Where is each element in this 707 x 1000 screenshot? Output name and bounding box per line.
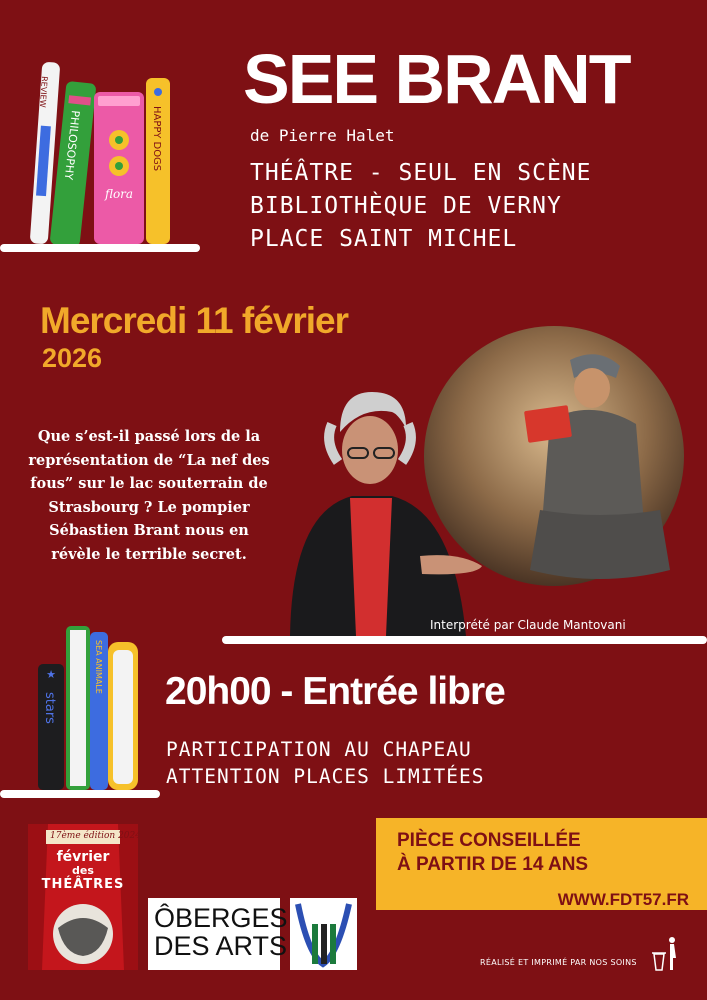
event-date: Mercredi 11 février	[40, 300, 349, 341]
printed-by-note: RÉALISÉ ET IMPRIMÉ PAR NOS SOINS	[480, 958, 637, 967]
info-line-genre: THÉÂTRE - SEUL EN SCÈNE	[250, 160, 592, 186]
svg-text:stars: stars	[42, 692, 57, 724]
shelf-middle	[222, 636, 707, 644]
oberges-line-2: DES ARTS	[154, 931, 288, 961]
author-line: de Pierre Halet	[250, 126, 395, 145]
book-plain-green	[66, 626, 90, 790]
book-stack-top-illustration	[22, 56, 202, 256]
shelf-bottom	[0, 790, 160, 798]
oberges-line-1: ÔBERGES	[154, 903, 288, 933]
red-book	[524, 405, 572, 443]
website-link[interactable]: WWW.FDT57.FR	[557, 890, 689, 909]
svg-text:flora: flora	[104, 187, 134, 201]
book-stack-bottom-illustration	[36, 620, 146, 792]
fdt-edition: 17ème édition	[50, 831, 116, 841]
book-happy-dogs	[146, 78, 170, 244]
svg-text:HAPPY DOGS: HAPPY DOGS	[151, 106, 162, 172]
age-recommendation-box	[376, 818, 707, 910]
fdt-name-1: février	[56, 849, 110, 865]
fdt-name-2: des	[72, 864, 94, 877]
fevrier-des-theatres-logo	[28, 824, 141, 970]
info-line-address: PLACE SAINT MICHEL	[250, 226, 518, 252]
synopsis-text: Que s’est-il passé lors de la représentation de “La nef des fous” sur le lac souterrain de Strasbourg ? Le pompier Sébastien Brant nous en révèle le terrible secret.	[28, 428, 270, 563]
notice-participation: PARTICIPATION AU CHAPEAU	[166, 738, 472, 761]
book-stars	[38, 664, 64, 790]
svg-text:PHILOSOPHY: PHILOSOPHY	[61, 109, 82, 181]
book-flora	[94, 92, 144, 244]
info-line-venue: BIBLIOTHÈQUE DE VERNY	[250, 193, 562, 219]
poster-title: SEE BRANT	[243, 40, 630, 118]
photo-credit: Interprété par Claude Mantovani	[430, 618, 626, 632]
event-year: 2026	[42, 343, 103, 373]
book-review-label: REVIEW	[37, 75, 49, 108]
oberges-des-arts-logo	[148, 898, 288, 970]
notice-places: ATTENTION PLACES LIMITÉES	[166, 765, 485, 788]
book-yellow	[108, 642, 138, 790]
fdt-year: 2024	[118, 831, 141, 841]
svg-text:SEA ANIMALE: SEA ANIMALE	[94, 640, 103, 694]
shelf-top	[0, 244, 200, 252]
event-time: 20h00 - Entrée libre	[165, 670, 505, 713]
verny-logo	[290, 898, 357, 970]
recycle-bin-icon	[650, 936, 680, 974]
fdt-name-3: THÉÂTRES	[41, 877, 125, 892]
svg-text:★: ★	[46, 668, 56, 681]
age-line-2: À PARTIR DE 14 ANS	[397, 854, 589, 875]
actor-photo	[270, 320, 700, 636]
age-line-1: PIÈCE CONSEILLÉE	[397, 830, 581, 851]
book-sea-animale	[90, 632, 108, 790]
